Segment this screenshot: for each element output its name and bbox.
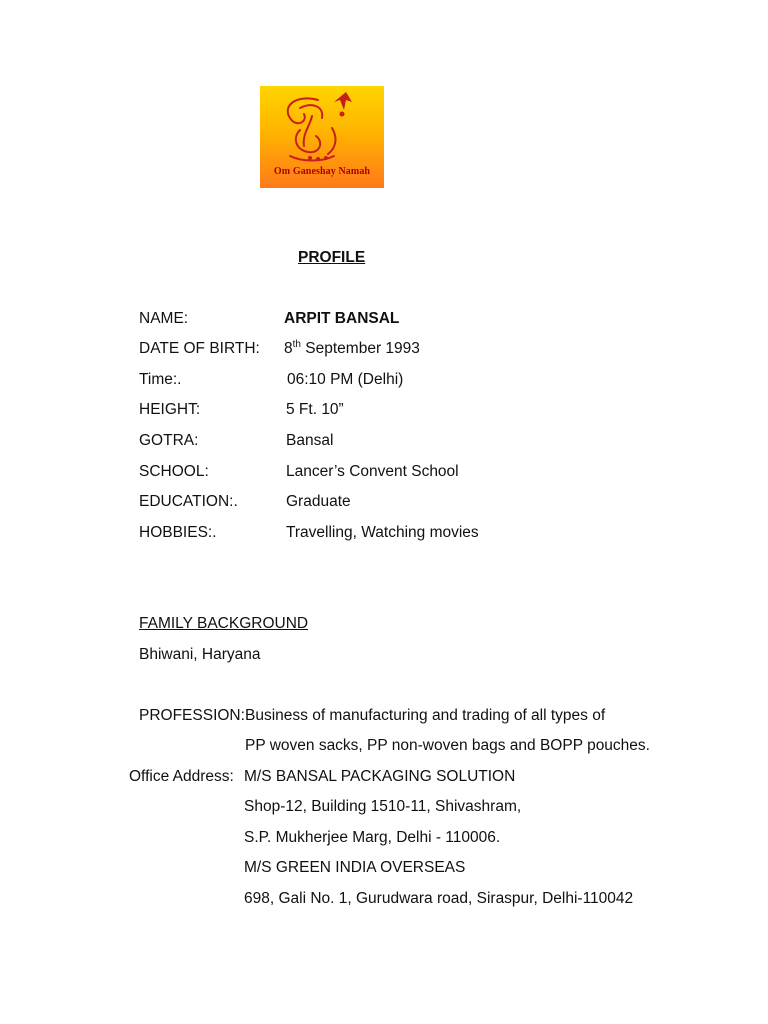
office-line-4: M/S GREEN INDIA OVERSEAS [244,859,466,876]
profession-line-1: Business of manufacturing and trading of all types of [245,707,606,724]
dob-label: DATE OF BIRTH: [139,340,260,357]
hobbies-label: HOBBIES:. [139,524,217,541]
dob-day: 8 [284,340,293,357]
profession-label: PROFESSION: [139,707,245,724]
logo-caption: Om Ganeshay Namah [273,166,371,177]
dob-suffix: th [292,338,301,350]
gotra-value: Bansal [286,432,334,449]
office-line-3: S.P. Mukherjee Marg, Delhi - 110006. [244,829,501,846]
office-line-5: 698, Gali No. 1, Gurudwara road, Siraspur, Delhi-110042 [244,890,634,907]
hobbies-value: Travelling, Watching movies [286,524,479,541]
height-value: 5 Ft. 10” [286,401,344,418]
profession-line-2: PP woven sacks, PP non-woven bags and BOPP pouches. [245,737,650,754]
family-location: Bhiwani, Haryana [139,646,261,663]
office-line-2: Shop-12, Building 1510-11, Shivashram, [244,798,522,815]
dob-value [284,339,420,359]
office-line-1: M/S BANSAL PACKAGING SOLUTION [244,768,516,785]
page-title: PROFILE [298,249,366,266]
height-label: HEIGHT: [139,401,201,418]
school-value: Lancer’s Convent School [286,463,459,480]
office-address-label: Office Address: [129,768,234,785]
name-value: ARPIT BANSAL [284,310,400,327]
time-label: Time:. [139,371,182,388]
education-label: EDUCATION:. [139,493,238,510]
education-value: Graduate [286,493,351,510]
gotra-label: GOTRA: [139,432,199,449]
om-ganeshay-logo [260,86,384,188]
time-value: 06:10 PM (Delhi) [287,371,404,388]
family-heading: FAMILY BACKGROUND [139,615,309,632]
school-label: SCHOOL: [139,463,209,480]
dob-rest: September 1993 [305,340,420,357]
name-label: NAME: [139,310,189,327]
